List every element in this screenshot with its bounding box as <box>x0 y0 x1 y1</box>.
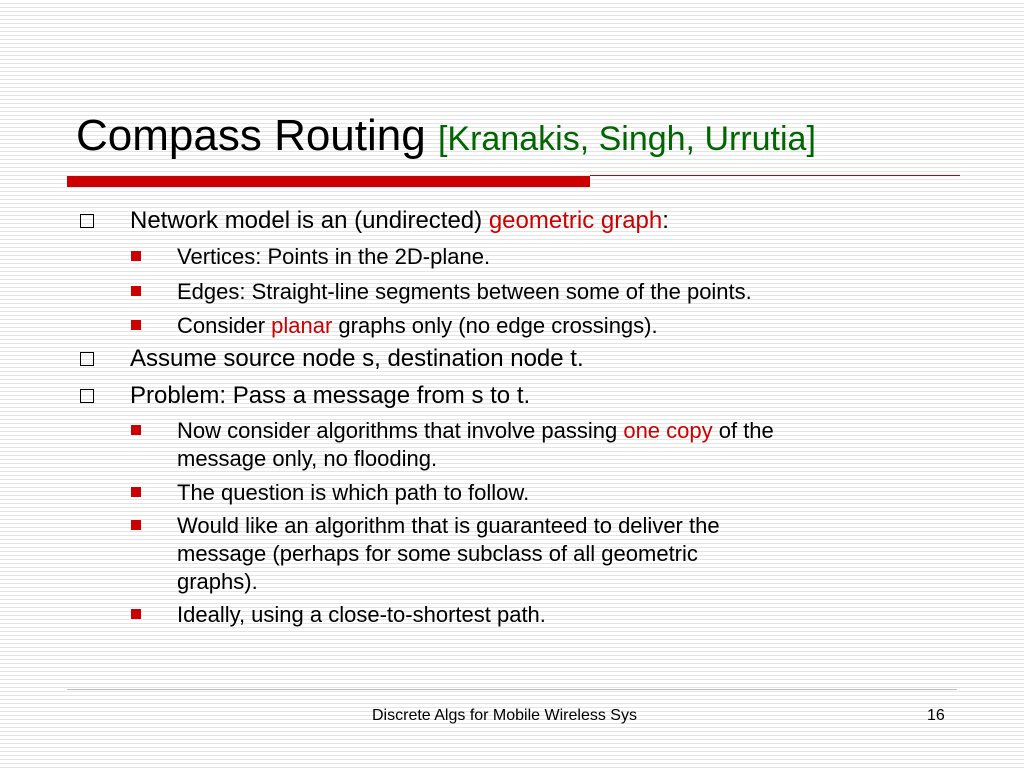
filled-square-bullet-icon <box>131 320 141 330</box>
slide-number: 16 <box>927 707 945 724</box>
filled-square-bullet-icon <box>131 286 141 296</box>
footer-course-title: Discrete Algs for Mobile Wireless Sys <box>372 707 637 724</box>
bullet-problem: Problem: Pass a message from s to t. <box>130 382 531 409</box>
sub-bullet-guaranteed-cont: graphs). <box>177 569 258 594</box>
highlight-term: planar <box>271 313 333 338</box>
sub-bullet-one-copy-cont: message only, no flooding. <box>177 446 438 471</box>
sub-bullet-guaranteed: Would like an algorithm that is guaranteed to deliver the <box>177 513 720 538</box>
sub-bullet-shortest: Ideally, using a close-to-shortest path. <box>177 602 546 627</box>
sub-bullet-guaranteed-cont: message (perhaps for some subclass of all geometric <box>177 541 698 566</box>
highlight-term: one copy <box>623 418 713 443</box>
title-text: Compass Routing <box>76 111 426 160</box>
bullet-text: graphs only (no edge crossings). <box>332 313 658 338</box>
bullet-text: Now consider algorithms that involve passing <box>177 418 624 443</box>
sub-bullet-vertices: Vertices: Points in the 2D-plane. <box>177 244 491 269</box>
filled-square-bullet-icon <box>131 425 141 435</box>
sub-bullet-one-copy <box>177 418 774 444</box>
hollow-square-bullet-icon <box>80 389 94 403</box>
bullet-text: : <box>662 207 669 234</box>
filled-square-bullet-icon <box>131 251 141 261</box>
bullet-network-model <box>130 207 669 235</box>
hollow-square-bullet-icon <box>80 214 94 228</box>
sub-bullet-planar <box>177 313 658 339</box>
filled-square-bullet-icon <box>131 609 141 619</box>
highlight-term: geometric graph <box>488 207 663 234</box>
sub-bullet-edges: Edges: Straight-line segments between some of the points. <box>177 279 752 304</box>
bullet-assume-source: Assume source node s, destination node t. <box>130 345 584 372</box>
filled-square-bullet-icon <box>131 520 141 530</box>
filled-square-bullet-icon <box>131 487 141 497</box>
title-citation: [Kranakis, Singh, Urrutia] <box>437 120 816 158</box>
sub-bullet-which-path: The question is which path to follow. <box>177 480 530 505</box>
footer-divider <box>67 689 957 690</box>
bullet-text: of the <box>712 418 774 443</box>
bullet-text: Consider <box>177 313 272 338</box>
hollow-square-bullet-icon <box>80 352 94 366</box>
bullet-text: Network model is an (undirected) <box>130 207 489 234</box>
